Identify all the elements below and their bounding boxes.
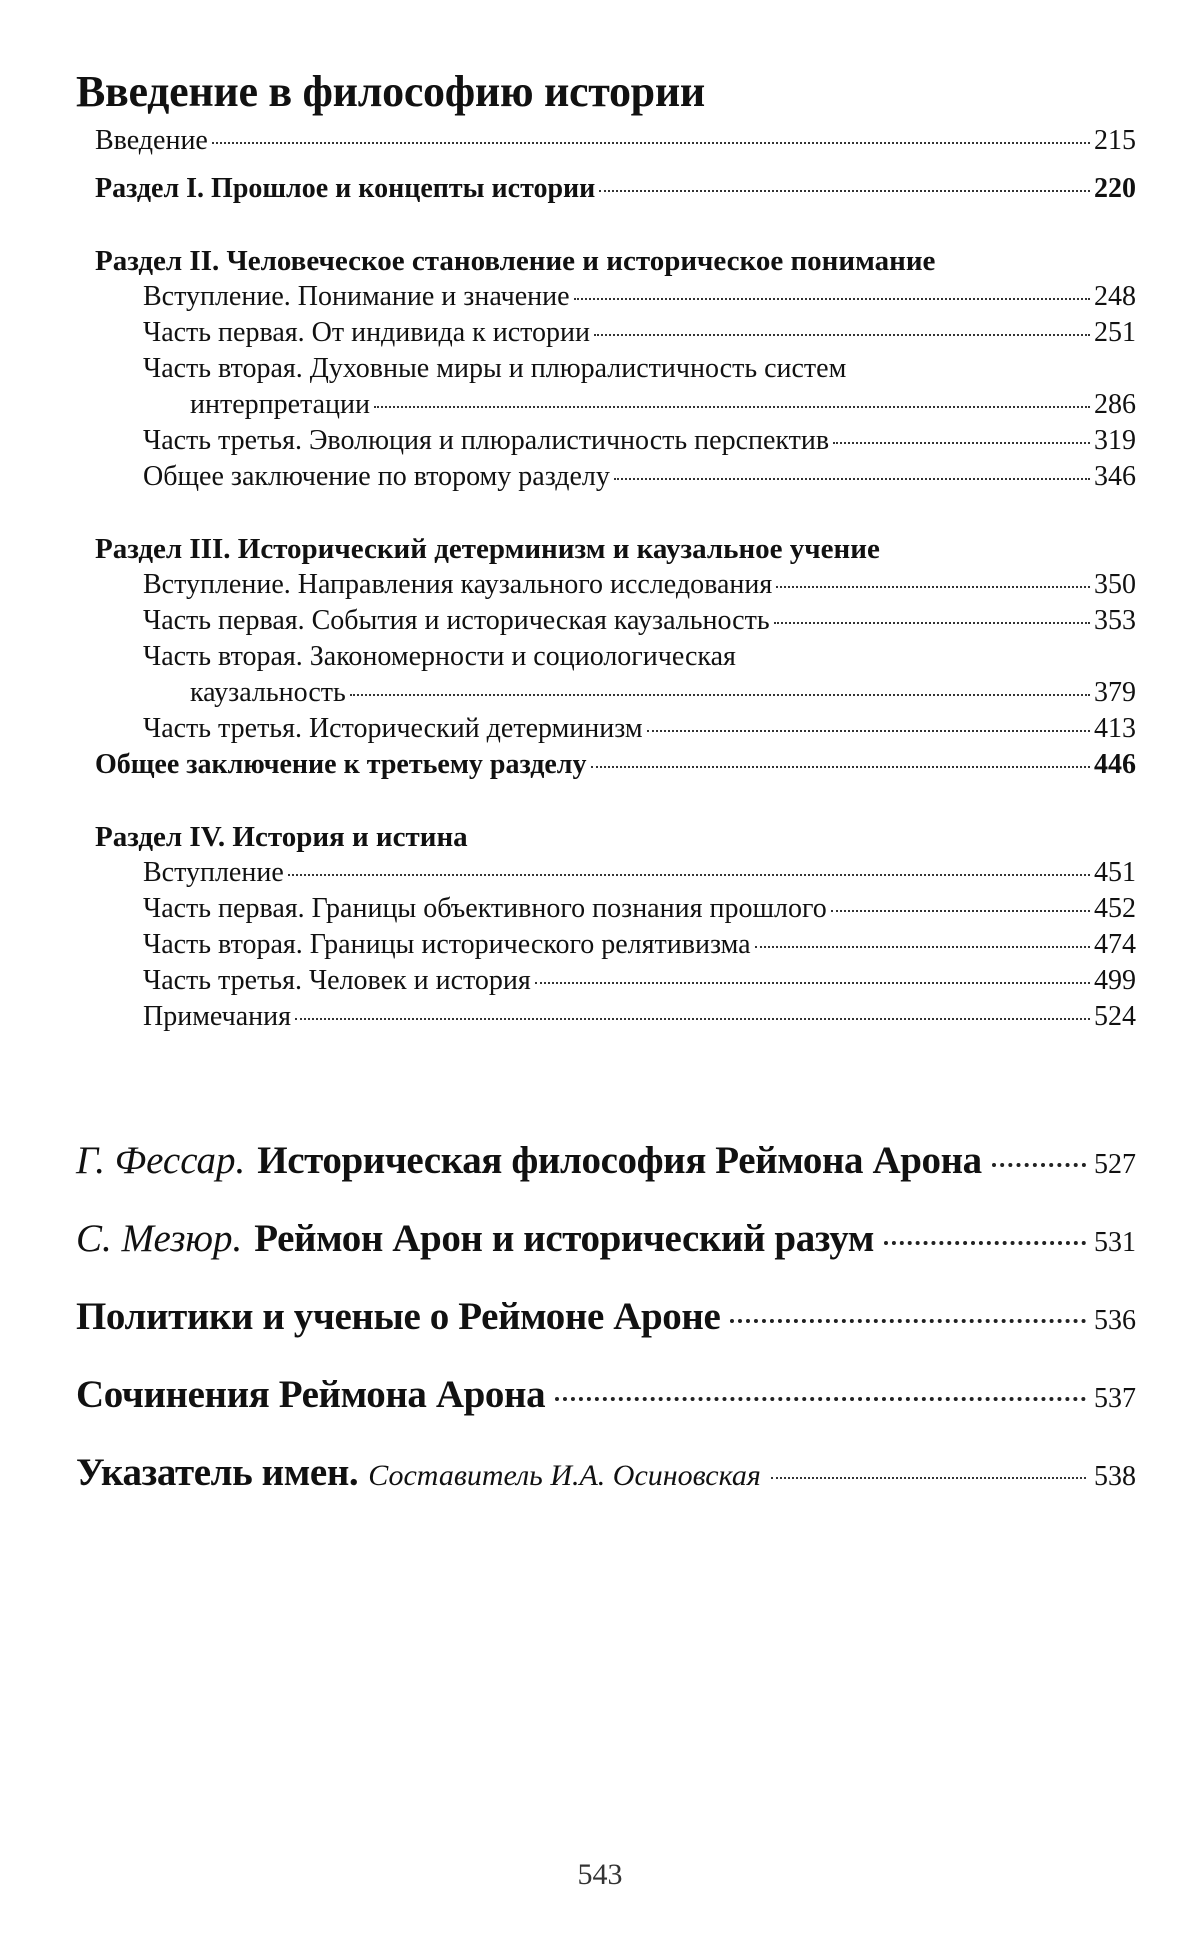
section-3-heading: Раздел III. Исторический детерминизм и каузальное учение (95, 533, 880, 565)
entry-title: Историческая философия Реймона Арона (257, 1139, 982, 1182)
entry-label: интерпретации (190, 389, 371, 420)
entry-page: 538 (1094, 1461, 1136, 1492)
dot-leader (831, 910, 1090, 912)
toc-entry-politicians[interactable] (76, 1294, 1136, 1339)
dot-leader (555, 1397, 1086, 1401)
entry-label: Часть третья. Человек и история (143, 965, 531, 996)
entry-title: Сочинения Реймона Арона (76, 1373, 546, 1416)
entry-label: Часть третья. Эволюция и плюралистичность перспектив (143, 425, 830, 456)
entry-title: Реймон Арон и исторический разум (254, 1217, 875, 1260)
dot-leader (574, 298, 1090, 300)
entry-page: 220 (1094, 173, 1136, 204)
section-4-heading: Раздел IV. История и истина (95, 821, 468, 853)
dot-leader (288, 874, 1090, 876)
toc-entry-conclusion-3[interactable] (95, 748, 1136, 782)
entry-title: Указатель имен. (76, 1451, 359, 1494)
entry-page: 474 (1094, 929, 1136, 960)
toc-entry[interactable] (143, 712, 1136, 746)
entry-label: Общее заключение по второму разделу (143, 461, 610, 492)
dot-leader (599, 190, 1090, 192)
toc-entry[interactable] (143, 568, 1136, 602)
entry-page: 346 (1094, 461, 1136, 492)
toc-entry[interactable] (143, 424, 1136, 458)
toc-entry-mesure[interactable] (76, 1216, 1136, 1261)
author-name: С. Мезюр. (76, 1217, 243, 1260)
dot-leader (774, 622, 1090, 624)
toc-entry[interactable] (143, 964, 1136, 998)
dot-leader (776, 586, 1090, 588)
entry-page: 350 (1094, 569, 1136, 600)
entry-label-line1: Часть вторая. Духовные миры и плюралистичность систем (143, 353, 847, 384)
dot-leader (755, 946, 1090, 948)
entry-label: Вступление. Понимание и значение (143, 281, 570, 312)
entry-label: каузальность (190, 677, 346, 708)
dot-leader (771, 1477, 1086, 1479)
entry-page: 251 (1094, 317, 1136, 348)
entry-page: 451 (1094, 857, 1136, 888)
entry-label-line1: Часть вторая. Закономерности и социологическая (143, 641, 736, 672)
toc-entry-works[interactable] (76, 1372, 1136, 1417)
dot-leader (350, 694, 1090, 696)
entry-page: 215 (1094, 125, 1136, 156)
author-name: Г. Фессар. (76, 1139, 246, 1182)
entry-page: 527 (1094, 1149, 1136, 1180)
toc-entry-introduction[interactable] (95, 124, 1136, 158)
toc-entry-fessard[interactable] (76, 1138, 1136, 1183)
toc-entry[interactable] (190, 676, 1136, 710)
entry-label: Часть вторая. Границы исторического релятивизма (143, 929, 751, 960)
entry-label: Часть третья. Исторический детерминизм (143, 713, 643, 744)
dot-leader (295, 1018, 1090, 1020)
entry-page: 286 (1094, 389, 1136, 420)
entry-label: Вступление. Направления каузального исследования (143, 569, 773, 600)
entry-label: Часть первая. События и историческая каузальность (143, 605, 770, 636)
toc-entry[interactable] (143, 1000, 1136, 1034)
dot-leader (647, 730, 1090, 732)
entry-label: Раздел I. Прошлое и концепты истории (95, 173, 596, 204)
entry-label: Введение (95, 125, 208, 156)
toc-entry[interactable] (143, 928, 1136, 962)
entry-page: 413 (1094, 713, 1136, 744)
entry-page: 248 (1094, 281, 1136, 312)
toc-entry[interactable] (143, 280, 1136, 314)
toc-entry[interactable] (143, 604, 1136, 638)
entry-label: Общее заключение к третьему разделу (95, 749, 587, 780)
toc-entry[interactable] (143, 316, 1136, 350)
dot-leader (591, 766, 1090, 768)
dot-leader (374, 406, 1090, 408)
entry-page: 319 (1094, 425, 1136, 456)
toc-entry[interactable] (190, 388, 1136, 422)
toc-entry-index[interactable] (76, 1450, 1136, 1495)
entry-page: 537 (1094, 1383, 1136, 1414)
entry-label: Часть первая. Границы объективного познания прошлого (143, 893, 827, 924)
entry-page: 353 (1094, 605, 1136, 636)
entry-label: Часть первая. От индивида к истории (143, 317, 591, 348)
entry-page: 499 (1094, 965, 1136, 996)
dot-leader (594, 334, 1090, 336)
entry-page: 531 (1094, 1227, 1136, 1258)
dot-leader (833, 442, 1090, 444)
dot-leader (884, 1241, 1086, 1245)
entry-page: 452 (1094, 893, 1136, 924)
dot-leader (535, 982, 1090, 984)
dot-leader (992, 1163, 1086, 1167)
entry-title: Политики и ученые о Реймоне Ароне (76, 1295, 721, 1338)
entry-label: Примечания (143, 1001, 292, 1032)
dot-leader (212, 142, 1090, 144)
section-2-heading: Раздел II. Человеческое становление и историческое понимание (95, 245, 936, 277)
toc-entry[interactable] (143, 460, 1136, 494)
toc-entry-section-1[interactable] (95, 172, 1136, 206)
entry-label: Вступление (143, 857, 284, 888)
toc-entry[interactable] (143, 892, 1136, 926)
dot-leader (730, 1319, 1086, 1323)
entry-page: 524 (1094, 1001, 1136, 1032)
dot-leader (614, 478, 1090, 480)
toc-title: Введение в философию истории (76, 67, 705, 116)
entry-page: 536 (1094, 1305, 1136, 1336)
toc-entry[interactable] (143, 856, 1136, 890)
compiler-name: Составитель И.А. Осиновская (368, 1459, 761, 1492)
entry-page: 446 (1094, 749, 1136, 780)
entry-page: 379 (1094, 677, 1136, 708)
page-number: 543 (577, 1858, 623, 1891)
